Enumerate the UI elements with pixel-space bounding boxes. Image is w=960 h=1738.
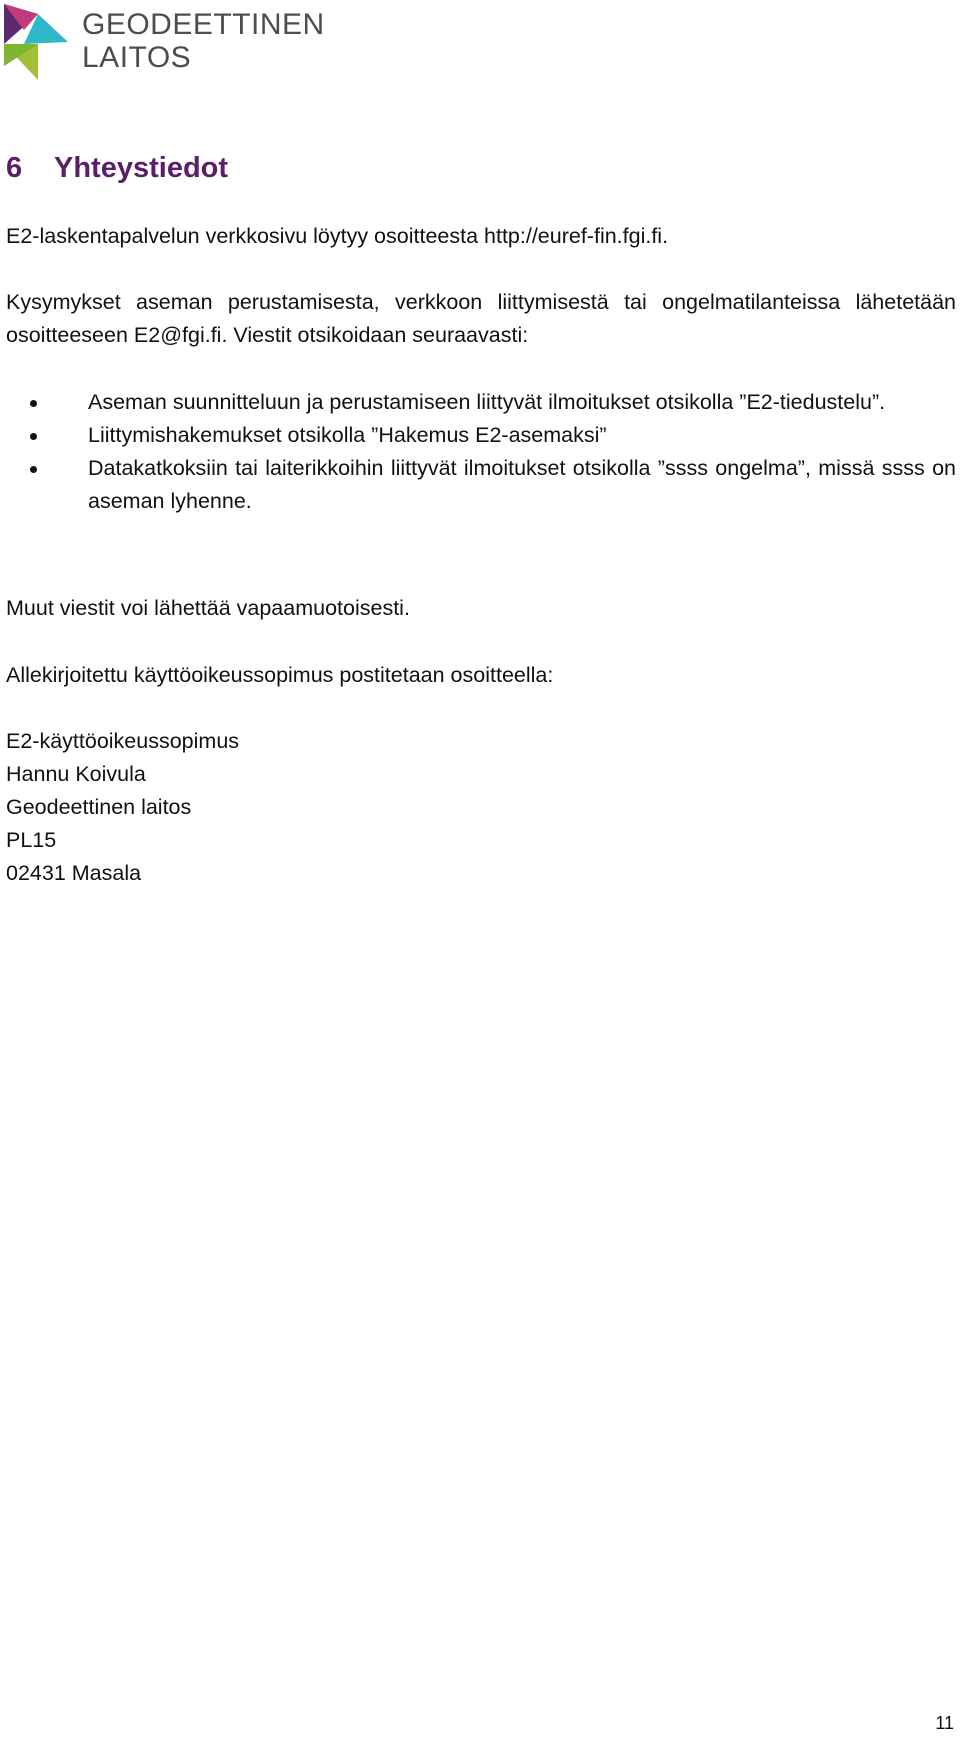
paragraph-agreement: Allekirjoitettu käyttöoikeussopimus postitetaan osoitteella:: [6, 663, 554, 687]
address-line: 02431 Masala: [6, 861, 142, 885]
header-logo: [4, 4, 325, 82]
address-line: Geodeettinen laitos: [6, 795, 192, 819]
bullet-icon: [30, 433, 37, 440]
section-title: Yhteystiedot: [54, 152, 229, 184]
bullet-icon: [30, 400, 37, 407]
list-item-text: Datakatkoksiin tai laiterikkoihin liittyvät ilmoitukset otsikolla ”ssss ongelma”, missä ssss on aseman lyhenne.: [88, 456, 956, 513]
paragraph-website: E2-laskentapalvelun verkkosivu löytyy osoitteesta http://euref-fin.fgi.fi.: [6, 224, 669, 248]
paragraph-questions: Kysymykset aseman perustamisesta, verkkoon liittymisestä tai ongelmatilanteissa lähetetään osoitteeseen E2@fgi.fi. Viestit otsikoidaan seuraavasti:: [6, 290, 956, 347]
postal-address: [6, 725, 239, 890]
subject-list: [6, 386, 956, 518]
list-item: [6, 452, 956, 518]
logo-wordmark: [82, 8, 325, 74]
logo-line-2: LAITOS: [82, 41, 192, 74]
geodeettinen-laitos-logo-icon: [4, 4, 68, 80]
section-number: 6: [6, 152, 23, 184]
list-item-text: Liittymishakemukset otsikolla ”Hakemus E2-asemaksi”: [88, 423, 607, 447]
section-heading: [6, 150, 228, 186]
paragraph-other-messages: Muut viestit voi lähettää vapaamuotoisesti.: [6, 596, 410, 620]
list-item-text: Aseman suunnitteluun ja perustamiseen liittyvät ilmoitukset otsikolla ”E2-tiedustelu”.: [88, 390, 886, 414]
list-item: [6, 419, 956, 452]
address-line: PL15: [6, 828, 57, 852]
list-item: [6, 386, 956, 419]
logo-line-1: GEODEETTINEN: [82, 8, 325, 41]
bullet-icon: [30, 466, 37, 473]
address-line: Hannu Koivula: [6, 762, 146, 786]
address-line: E2-käyttöoikeussopimus: [6, 729, 240, 753]
page-number: 11: [935, 1713, 954, 1733]
